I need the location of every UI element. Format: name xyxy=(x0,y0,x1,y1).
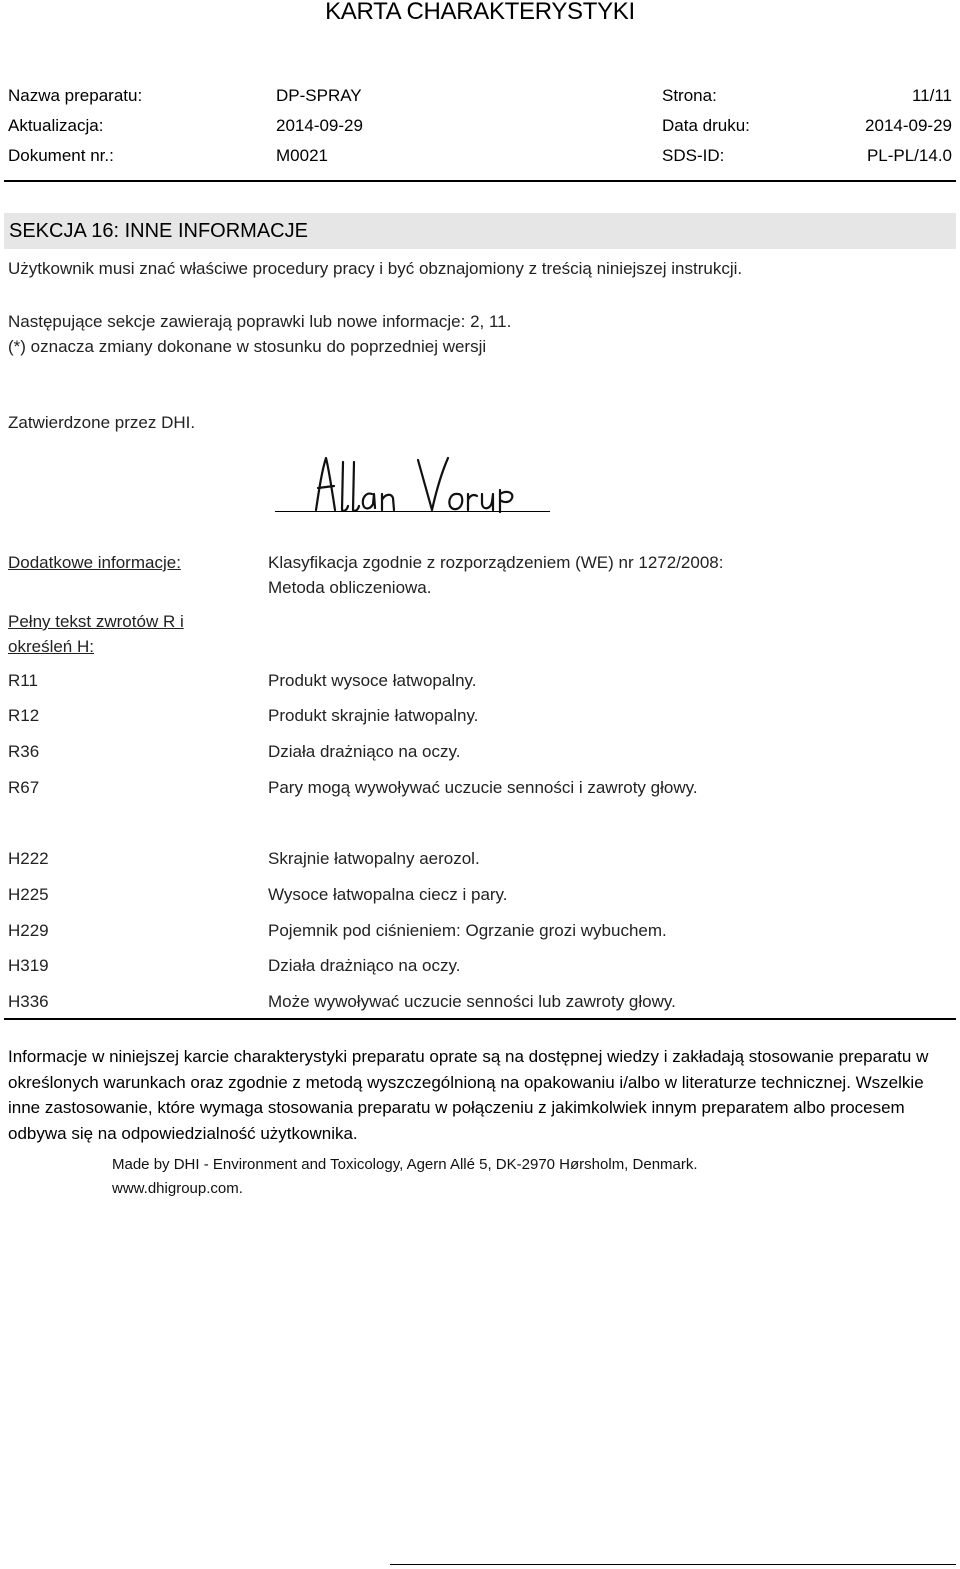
fulltext-label-line-1: Pełny tekst zwrotów R i xyxy=(8,612,184,631)
print-date-value: 2014-09-29 xyxy=(865,116,952,135)
approved-by: Zatwierdzone przez DHI. xyxy=(8,413,196,432)
phrase-text: Skrajnie łatwopalny aerozol. xyxy=(268,849,480,868)
section-line-3: (*) oznacza zmiany dokonane w stosunku do poprzedniej wersji xyxy=(8,337,487,356)
phrase-code: H319 xyxy=(8,956,49,975)
phrase-text: Działa drażniąco na oczy. xyxy=(268,742,461,761)
phrase-code: H225 xyxy=(8,885,49,904)
phrase-text: Może wywoływać uczucie senności lub zawroty głowy. xyxy=(268,992,676,1011)
phrase-text: Produkt wysoce łatwopalny. xyxy=(268,671,477,690)
page-bottom-line xyxy=(390,1564,956,1565)
phrase-text: Działa drażniąco na oczy. xyxy=(268,956,461,975)
footer-website: www.dhigroup.com. xyxy=(112,1180,243,1197)
classification-text: Klasyfikacja zgodnie z rozporządzeniem (WE) nr 1272/2008: xyxy=(268,553,724,572)
calculation-method-text: Metoda obliczeniowa. xyxy=(268,578,432,597)
section-header xyxy=(4,213,956,249)
print-date-label: Data druku: xyxy=(662,116,750,135)
section-line-1: Użytkownik musi znać właściwe procedury pracy i być obznajomiony z treścią niniejszej instrukcji. xyxy=(8,259,743,278)
section-line-2: Następujące sekcje zawierają poprawki lub nowe informacje: 2, 11. xyxy=(8,312,512,331)
product-name-label: Nazwa preparatu: xyxy=(8,86,143,105)
signature-line xyxy=(275,511,550,512)
additional-info-label: Dodatkowe informacje: xyxy=(8,553,181,572)
section-title: SEKCJA 16: INNE INFORMACJE xyxy=(9,220,308,242)
phrase-text: Pojemnik pod ciśnieniem: Ogrzanie grozi wybuchem. xyxy=(268,921,667,940)
fulltext-label-line-2: określeń H: xyxy=(8,637,94,656)
phrase-text: Wysoce łatwopalna ciecz i pary. xyxy=(268,885,508,904)
document-title: KARTA CHARAKTERYSTYKI xyxy=(325,0,635,25)
update-label: Aktualizacja: xyxy=(8,116,104,135)
phrase-text: Produkt skrajnie łatwopalny. xyxy=(268,706,479,725)
product-name-value: DP-SPRAY xyxy=(276,86,362,105)
phrase-code: H336 xyxy=(8,992,49,1011)
phrase-text: Pary mogą wywoływać uczucie senności i zawroty głowy. xyxy=(268,778,698,797)
header-divider xyxy=(4,180,956,182)
phrase-code: H229 xyxy=(8,921,49,940)
phrase-code: R12 xyxy=(8,706,40,725)
update-value: 2014-09-29 xyxy=(276,116,363,135)
sds-id-label: SDS-ID: xyxy=(662,146,725,165)
phrase-code: R67 xyxy=(8,778,40,797)
phrase-code: R11 xyxy=(8,671,38,690)
page-label: Strona: xyxy=(662,86,717,105)
document-number-label: Dokument nr.: xyxy=(8,146,114,165)
section-divider xyxy=(4,1018,956,1020)
phrase-code: R36 xyxy=(8,742,40,761)
signature-image xyxy=(310,450,520,516)
footer-company: Made by DHI - Environment and Toxicology, Agern Allé 5, DK-2970 Hørsholm, Denmark. xyxy=(112,1156,698,1173)
phrase-code: H222 xyxy=(8,849,49,868)
page-value: 11/11 xyxy=(911,86,952,105)
document-number-value: M0021 xyxy=(276,146,328,165)
disclaimer-paragraph: Informacje w niniejszej karcie charakterystyki preparatu oprate są na dostępnej wiedzy i zakładają stosowanie preparatu w określonych warunkach oraz zgodnie z metodą wyszczególnioną na opakowaniu i/albo w literaturze technicznej. Wszelkie inne zastosowanie, które wymaga stosowania preparatu w połączeniu z jakimkolwiek innym preparatem albo procesem odbywa się na odpowiedzialność użytkownika. xyxy=(8,1047,929,1143)
sds-id-value: PL-PL/14.0 xyxy=(866,146,952,165)
